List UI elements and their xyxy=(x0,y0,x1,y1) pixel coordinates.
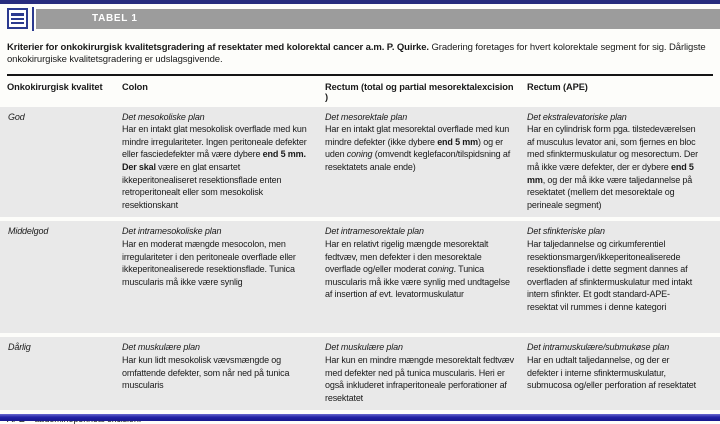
table-caption xyxy=(7,42,710,66)
cell-body: Har en relativt rigelig mængde mesorektalt fedtvæv, men defekter i den mesorektale overflade og/eller moderat coning. Tunica muscularis må ikke være synlig med undtagelse af insertion af evt. levatormuskulatur xyxy=(325,238,510,300)
column-header-rectum-ape: Rectum (APE) xyxy=(527,81,588,92)
table-label: TABEL 1 xyxy=(92,13,138,24)
caption-body: Gradering foretages for hvert kolorektale segment for sig. Dårligste onkokirurgiske kvalitetsgradering er udslagsgivende. xyxy=(7,42,706,65)
table-row-middelgod xyxy=(0,221,720,333)
cell-rectum-ape-middelgod xyxy=(527,221,712,333)
grade-cell: Dårlig xyxy=(8,342,31,353)
band-separator xyxy=(32,7,34,31)
table-row-god xyxy=(0,107,720,218)
grade-cell: Middelgod xyxy=(8,226,49,237)
plan-heading: Det sfinkteriske plan xyxy=(527,226,605,237)
column-header-rectum-tme: Rectum (total og partial mesorektalexcision ) xyxy=(325,81,514,102)
plan-heading: Det muskulære plan xyxy=(122,342,200,353)
cell-rectum-ape-darlig xyxy=(527,337,712,410)
cell-body: Har kun en mindre mængde mesorektalt fedtvæv med defekter ned på tunica muscularis. Heri er også inkluderet infraperitoneale perforationer af resektatet xyxy=(325,354,514,403)
table-header-band xyxy=(0,6,720,31)
cell-rectum-tme-middelgod xyxy=(325,221,527,333)
cell-body: Har taljedannelse og cirkumferentiel resektionsmargen/ikkeperitonealiserede resektionsflade i dette segment dannes af overfladen af sfinktermuskulatur med intakt intern sfinkter. Et godt standard-APE-resektat vil rummes i denne kategori xyxy=(527,238,693,312)
cell-rectum-ape-god xyxy=(527,107,712,218)
band-title-bar xyxy=(36,9,720,29)
plan-heading: Det muskulære plan xyxy=(325,342,403,353)
cell-body: Har en intakt glat mesorektal overflade med kun mindre defekter (ikke dybere end 5 mm) og er uden coning (omvendt keglefacon/tilspidsning af resektatets anale ende) xyxy=(325,124,511,172)
cell-body: Har en moderat mængde mesocolon, men irregulariteter i den peritoneale overflade eller ikkeperitonealiserede resektionsflade. Tunica muscularis må ikke være synlig xyxy=(122,238,296,287)
cell-colon-god xyxy=(122,107,325,218)
table-row-darlig xyxy=(0,337,720,410)
cell-rectum-tme-god xyxy=(325,107,527,218)
top-accent-line xyxy=(0,0,720,4)
cell-body: Har en intakt glat mesokolisk overflade med kun mindre irregulariteter. Ingen peritoneale defekter eller fasciedefekter må være dybere end 5 mm. Der skal være en glat ensartet ikkeperitonealiseret resektionsflade enten retroperitonealt eller som mesokolisk resektionskant xyxy=(122,124,307,210)
plan-heading: Det mesokoliske plan xyxy=(122,111,205,122)
grade-cell: God xyxy=(8,111,25,122)
column-header-colon: Colon xyxy=(122,81,148,92)
cell-body: Har en cylindrisk form pga. tilstedeværelsen af musculus levator ani, som fjernes en bloc med sfinktermuskulatur og mesorectum. Der må ikke være defekter, der er dybere end 5 mm, og der må ikke være taljedannelse på resektatet (mellem det mesorektale og perineale segment) xyxy=(527,124,698,210)
document-icon xyxy=(7,8,28,29)
plan-heading: Det intramuskulære/submukøse plan xyxy=(527,342,670,353)
cell-rectum-tme-darlig xyxy=(325,337,527,410)
bottom-accent-bar xyxy=(0,414,720,421)
plan-heading: Det intramesokoliske plan xyxy=(122,226,222,237)
column-header-quality: Onkokirurgisk kvalitet xyxy=(7,81,103,92)
caption-lead: Kriterier for onkokirurgisk kvalitetsgradering af resektater med kolorektal cancer a.m. P. Quirke. xyxy=(7,42,429,53)
plan-heading: Det mesorektale plan xyxy=(325,111,408,122)
plan-heading: Det ekstralevatoriske plan xyxy=(527,111,627,122)
cell-colon-darlig xyxy=(122,337,325,410)
cell-body: Har en udtalt taljedannelse, og der er defekter i interne sfinktermuskulatur, submucosa og/eller perforation af resektatet xyxy=(527,354,696,391)
cell-body: Har kun lidt mesokolisk vævsmængde og omfattende defekter, som når ned på tunica muscularis xyxy=(122,354,290,391)
cell-colon-middelgod xyxy=(122,221,325,333)
column-header-row xyxy=(0,76,720,107)
plan-heading: Det intramesorektale plan xyxy=(325,226,424,237)
